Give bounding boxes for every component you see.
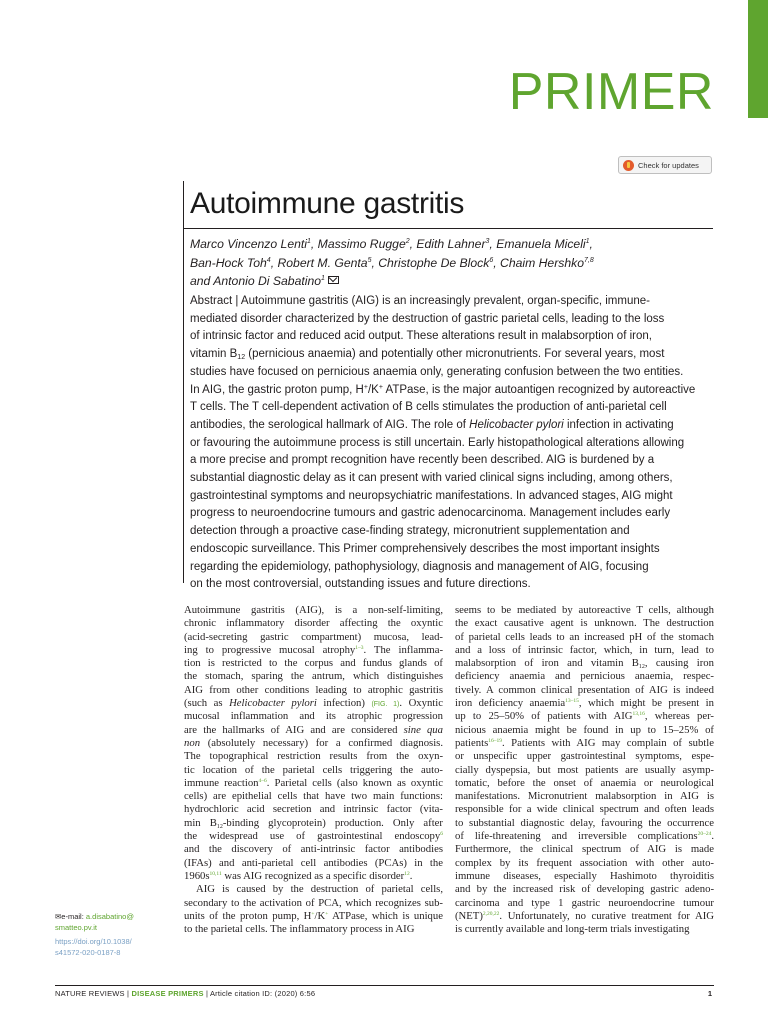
italic-run: non <box>184 736 201 749</box>
text-run: . The inflamma- <box>363 643 443 656</box>
superscript: + <box>325 910 329 917</box>
body-line <box>184 670 443 683</box>
superscript: + <box>363 383 368 391</box>
superscript: 1 <box>585 238 590 245</box>
body-line <box>184 910 443 923</box>
italic-run: sine qua <box>403 723 443 736</box>
text-run: hydrochloric acid secretion and intrinsic factor (vita- <box>184 803 443 816</box>
superscript: 13,16 <box>632 711 645 718</box>
doi-line-1: https://doi.org/10.1038/ <box>55 937 132 946</box>
author-list <box>190 235 710 291</box>
abstract-line <box>190 470 714 488</box>
body-line <box>184 843 443 856</box>
abstract-line <box>190 328 714 346</box>
text-run: , <box>589 237 593 251</box>
abstract-line <box>190 435 714 453</box>
body-line <box>184 764 443 777</box>
superscript: 10,11 <box>209 870 222 877</box>
abstract-line <box>190 399 714 417</box>
body-line <box>184 737 443 750</box>
text-run: min B <box>184 816 217 829</box>
body-line <box>455 870 714 883</box>
superscript: 1 <box>306 238 311 245</box>
abstract-line <box>190 293 714 311</box>
text-run: and Antonio Di Sabatino <box>190 274 321 288</box>
body-line <box>184 657 443 670</box>
text-run: . Patients with AIG may complain of subtle <box>502 736 714 749</box>
text-run: , Edith Lahner <box>409 237 486 251</box>
text-run: tively. A common clinical presentation of AIG is indeed <box>455 683 714 696</box>
citation-value: (2020) 6:56 <box>272 989 316 998</box>
abstract-line <box>190 576 714 594</box>
text-run: are the hallmarks of AIG and are considered <box>184 723 404 736</box>
footer-citation <box>55 989 315 998</box>
body-line <box>455 737 714 750</box>
text-run: is currently available and long-term trials investigating <box>455 923 690 936</box>
body-line <box>455 923 714 936</box>
author-line <box>190 254 710 273</box>
citation-label: Article citation ID: <box>209 989 273 998</box>
text-run: ing to progressive mucosal atrophy <box>184 643 356 656</box>
journal-name: NATURE REVIEWS <box>55 989 125 998</box>
body-line <box>184 750 443 763</box>
superscript: 6 <box>489 256 494 264</box>
text-run: cells) are epithelial cells that have two main functions: <box>184 790 443 803</box>
text-run: -binding glycoprotein) production. Only after <box>222 816 443 829</box>
body-column-left <box>184 604 443 936</box>
superscript: 5 <box>367 256 372 264</box>
text-run: (absolutely necessary) for a confirmed diagnosis. <box>200 736 443 749</box>
body-line <box>184 830 443 843</box>
text-run: mediated disorder characterized by the destruction of gastric parietal cells, leading to the loss <box>190 312 665 325</box>
text-run: infection) <box>316 697 372 710</box>
text-run: (pernicious anaemia) and potentially other micronutrients. For several years, most <box>245 348 665 361</box>
text-run: or favouring the autoimmune process is still uncertain. Early histopathological alterations allowing <box>190 436 685 449</box>
text-run: , which might be present in <box>578 697 714 710</box>
body-line <box>455 697 714 710</box>
text-run: /K <box>367 383 379 396</box>
superscript: 4–6 <box>258 777 267 784</box>
text-run: endoscopic surveillance. This Primer comprehensively describes the most important insights <box>190 542 660 555</box>
body-line <box>455 830 714 843</box>
body-line <box>184 790 443 803</box>
text-run: regarding the epidemiology, pathophysiology, diagnosis and management of AIG, focusing <box>190 560 649 573</box>
doi-link[interactable] <box>55 937 155 958</box>
text-run: and a loss of intrinsic factor, which, in turn, lead to <box>455 643 714 656</box>
abstract-line <box>190 311 714 329</box>
body-line <box>455 631 714 644</box>
text-run: seems to be mediated by autoreactive T cells, although <box>455 604 714 616</box>
body-line <box>184 697 443 710</box>
email-link[interactable]: a.disabatino@ <box>85 912 134 921</box>
text-run: deficiency anaemia and pernicious anaemia, respec- <box>455 670 714 683</box>
superscript: 4 <box>266 256 271 264</box>
text-run: a more precise and prompt recognition have recently been described. AIG is burdened by a <box>190 454 655 467</box>
abstract-line <box>190 523 714 541</box>
email-label: e-mail: <box>61 912 86 921</box>
body-line <box>455 710 714 723</box>
superscript: 13–15 <box>565 698 579 705</box>
text-run: T cells. The T cell-dependent activation of B cells stimulates the production of anti-parietal cell <box>190 401 667 414</box>
title-vertical-rule <box>183 181 184 583</box>
body-line <box>455 684 714 697</box>
body-line <box>455 750 714 763</box>
italic-run: Helicobacter pylori <box>229 697 317 710</box>
text-run: , Chaim Hershko <box>493 255 585 270</box>
abstract-line <box>190 417 714 435</box>
text-run: complex by its frequent association with other auto- <box>455 856 714 869</box>
envelope-icon[interactable] <box>328 276 339 284</box>
text-run: vitamin B <box>190 348 238 361</box>
text-run: up to 25–50% of patients with AIG <box>455 710 633 723</box>
body-line <box>455 777 714 790</box>
subscript: 12 <box>638 664 645 671</box>
footer-separator-2: | <box>203 989 210 998</box>
body-line <box>184 644 443 657</box>
italic-run: Helicobacter pylori <box>469 418 564 431</box>
body-line <box>455 670 714 683</box>
text-run: substantial diagnostic delay as it can present with varied clinical signs including, among others, <box>190 472 673 485</box>
text-run: . <box>409 869 413 882</box>
text-run: of intrinsic factor and reduced acid output. These alterations result in malabsorption of iron, <box>190 330 652 343</box>
text-run: . Parietal cells (also known as oxyntic <box>266 776 443 789</box>
superscript: 7,8 <box>584 256 594 264</box>
body-line <box>184 684 443 697</box>
body-line <box>455 604 714 617</box>
text-run: (NET) <box>455 909 483 922</box>
text-run: (acid-secreting gastric compartment) mucosa, lead- <box>184 630 443 643</box>
body-line <box>455 644 714 657</box>
abstract-line <box>190 452 714 470</box>
text-run: iron deficiency anaemia <box>455 697 566 710</box>
text-run: cially dyspepsia, but most patients are usually asymp- <box>455 763 714 776</box>
text-run: gastrointestinal symptoms and neuropsychiatric manifestations. In advanced stages, AIG might <box>190 489 673 502</box>
superscript: + <box>311 910 315 917</box>
abstract-line <box>190 559 714 577</box>
body-line <box>455 910 714 923</box>
text-run: mucosal inflammation and its atrophic progression <box>184 710 443 723</box>
body-line <box>184 604 443 617</box>
body-line <box>184 724 443 737</box>
text-run: nicious anaemia might be found in up to 15–25% of <box>455 723 714 736</box>
body-line <box>455 657 714 670</box>
email-icon: ✉ <box>55 912 62 921</box>
text-run: manifestations. Micronutrient malabsorption in AIG is <box>455 790 714 803</box>
text-run: the stomach, sparing the antrum, which distinguishes <box>184 670 443 683</box>
author-line <box>190 235 710 254</box>
text-run: and by the increased risk of developing gastric adeno- <box>455 883 714 896</box>
text-run: . Oxyntic <box>399 697 443 710</box>
text-run: , Robert M. Genta <box>270 255 368 270</box>
figure-reference[interactable]: (FIG. 1) <box>371 701 400 709</box>
section-color-bar <box>748 0 768 118</box>
text-run: tic location of the parietal cells triggering the auto- <box>184 763 443 776</box>
text-run: , whereas per- <box>644 710 714 723</box>
check-for-updates-label: Check for updates <box>638 160 699 170</box>
body-line <box>184 857 443 870</box>
text-run: , Christophe De Block <box>371 255 490 270</box>
crossmark-icon <box>623 160 634 171</box>
text-run: , Massimo Rugge <box>310 237 406 251</box>
text-run: Ban-Hock Toh <box>190 255 267 270</box>
subscript: 12 <box>216 823 223 830</box>
superscript: 3 <box>485 238 490 245</box>
body-line <box>455 817 714 830</box>
text-run: Abstract | Autoimmune gastritis (AIG) is an increasingly prevalent, organ-specific, immune- <box>190 295 650 307</box>
email-link-continued[interactable]: smatteo.pv.it <box>55 922 97 932</box>
check-for-updates-button[interactable] <box>618 156 712 174</box>
body-line <box>184 777 443 790</box>
text-run: units of the proton pump, H <box>184 909 312 922</box>
text-run: The topographical restriction results from the oxyn- <box>184 750 443 763</box>
text-run: responsible for a wide clinical spectrum and often leads <box>455 803 714 816</box>
superscript: 20–24 <box>697 831 712 838</box>
body-line <box>455 897 714 910</box>
text-run: AIG is caused by the destruction of parietal cells, <box>196 883 443 896</box>
body-line <box>455 803 714 816</box>
body-line <box>455 883 714 896</box>
text-run: ATPase, is the major autoantigen recognized by autoreactive <box>382 383 696 396</box>
body-line <box>184 923 443 936</box>
body-line <box>184 817 443 830</box>
page-number: 1 <box>707 989 712 998</box>
text-run: secondary to the activation of PCA, which recognizes sub- <box>184 896 443 909</box>
text-run: , causing iron <box>644 657 714 670</box>
text-run: tion is restricted to the corpus and fundus glands of <box>184 657 443 670</box>
text-run: progress to neuroendocrine tumours and gastric adenocarcinoma. Management includes early <box>190 507 671 520</box>
abstract-line <box>190 505 714 523</box>
abstract-line <box>190 364 714 382</box>
text-run: immune diseases, especially Hashimoto thyroiditis <box>455 869 714 882</box>
body-line <box>455 617 714 630</box>
text-run: infection in activating <box>563 418 674 431</box>
author-line <box>190 272 710 291</box>
text-run: Marco Vincenzo Lenti <box>190 237 307 251</box>
body-line <box>455 764 714 777</box>
abstract <box>190 293 714 594</box>
text-run: Furthermore, the clinical spectrum of AIG is made <box>455 843 714 856</box>
abstract-line <box>190 382 714 400</box>
body-line <box>184 803 443 816</box>
superscript: + <box>378 383 383 391</box>
body-line <box>184 617 443 630</box>
article-title: Autoimmune gastritis <box>190 187 465 220</box>
superscript: 2,20,22 <box>482 910 500 917</box>
body-line <box>184 897 443 910</box>
footer-separator: | <box>124 989 132 998</box>
text-run: , Emanuela Miceli <box>489 237 586 251</box>
superscript: 6 <box>440 831 443 838</box>
text-run: to the parietal cells. The inflammatory process in AIG <box>184 923 415 936</box>
text-run: chronic inflammatory disorder affecting the oxyntic <box>184 617 443 630</box>
superscript: 16–19 <box>488 737 502 744</box>
section-label: PRIMER <box>508 63 714 121</box>
body-line <box>184 883 443 896</box>
text-run: immune reaction <box>184 776 259 789</box>
abstract-line <box>190 488 714 506</box>
text-run: of life-threatening and irreversible complications <box>455 830 698 843</box>
text-run: antibodies, the serological hallmark of AIG. The role of <box>190 418 470 431</box>
text-run: patients <box>455 736 489 749</box>
superscript: 12 <box>404 870 410 877</box>
text-run: carcinoma and type 1 gastric neuroendocrine tumour <box>455 896 714 909</box>
text-run: (such as <box>184 697 230 710</box>
journal-section: DISEASE PRIMERS <box>131 989 204 998</box>
abstract-line <box>190 541 714 559</box>
text-run: was AIG recognized as a specific disorder <box>221 869 405 882</box>
text-run: Autoimmune gastritis (AIG), is a non-self-limiting, <box>184 604 443 616</box>
superscript: 1–3 <box>355 644 364 651</box>
text-run: AIG from other conditions leading to atrophic gastritis <box>184 683 443 696</box>
text-run: detection through a proactive case-finding strategy, micronutrient supplementation and <box>190 525 630 538</box>
body-line <box>184 631 443 644</box>
doi-line-2: s41572-020-0187-8 <box>55 947 121 957</box>
body-line <box>455 843 714 856</box>
text-run: or unspecific upper gastrointestinal symptoms, espe- <box>455 750 714 763</box>
text-run: 1960s <box>184 869 210 882</box>
body-line <box>455 724 714 737</box>
text-run: to substantial diagnostic delay, favouring the occurrence <box>455 816 714 829</box>
text-run: ATPase, which is unique <box>328 909 443 922</box>
correspondence-note <box>55 912 155 958</box>
text-run: . Unfortunately, no curative treatment for AIG <box>499 909 714 922</box>
body-column-right <box>455 604 714 936</box>
footer-divider <box>55 985 714 986</box>
text-run: studies have focused on pernicious anaemia only, generating confusion between the two entities. <box>190 365 684 378</box>
text-run: the exact causative agent is unknown. The destruction <box>455 617 714 630</box>
abstract-line <box>190 346 714 364</box>
text-run: malabsorption of iron and vitamin B <box>455 657 639 670</box>
text-run: In AIG, the gastric proton pump, H <box>190 383 364 396</box>
body-line <box>184 710 443 723</box>
body-line <box>455 857 714 870</box>
text-run: . <box>711 830 714 843</box>
body-line <box>184 870 443 883</box>
text-run: /K <box>314 909 326 922</box>
text-run: the widespread use of gastrointestinal endoscopy <box>184 830 441 843</box>
subscript: 12 <box>237 354 246 362</box>
text-run: (IFAs) and anti-parietal cell antibodies (PCAs) in the <box>184 856 443 869</box>
text-run: tomatic, before the onset of anaemia or neurological <box>455 776 714 789</box>
body-line <box>455 790 714 803</box>
text-run: of parietal cells leads to an increased pH of the stomach <box>455 630 714 643</box>
text-run: on the most controversial, outstanding issues and future directions. <box>190 578 531 591</box>
title-divider <box>183 228 713 229</box>
superscript: 2 <box>405 238 410 245</box>
text-run: and the discovery of anti-intrinsic factor antibodies <box>184 843 443 856</box>
superscript: 1 <box>321 275 325 282</box>
